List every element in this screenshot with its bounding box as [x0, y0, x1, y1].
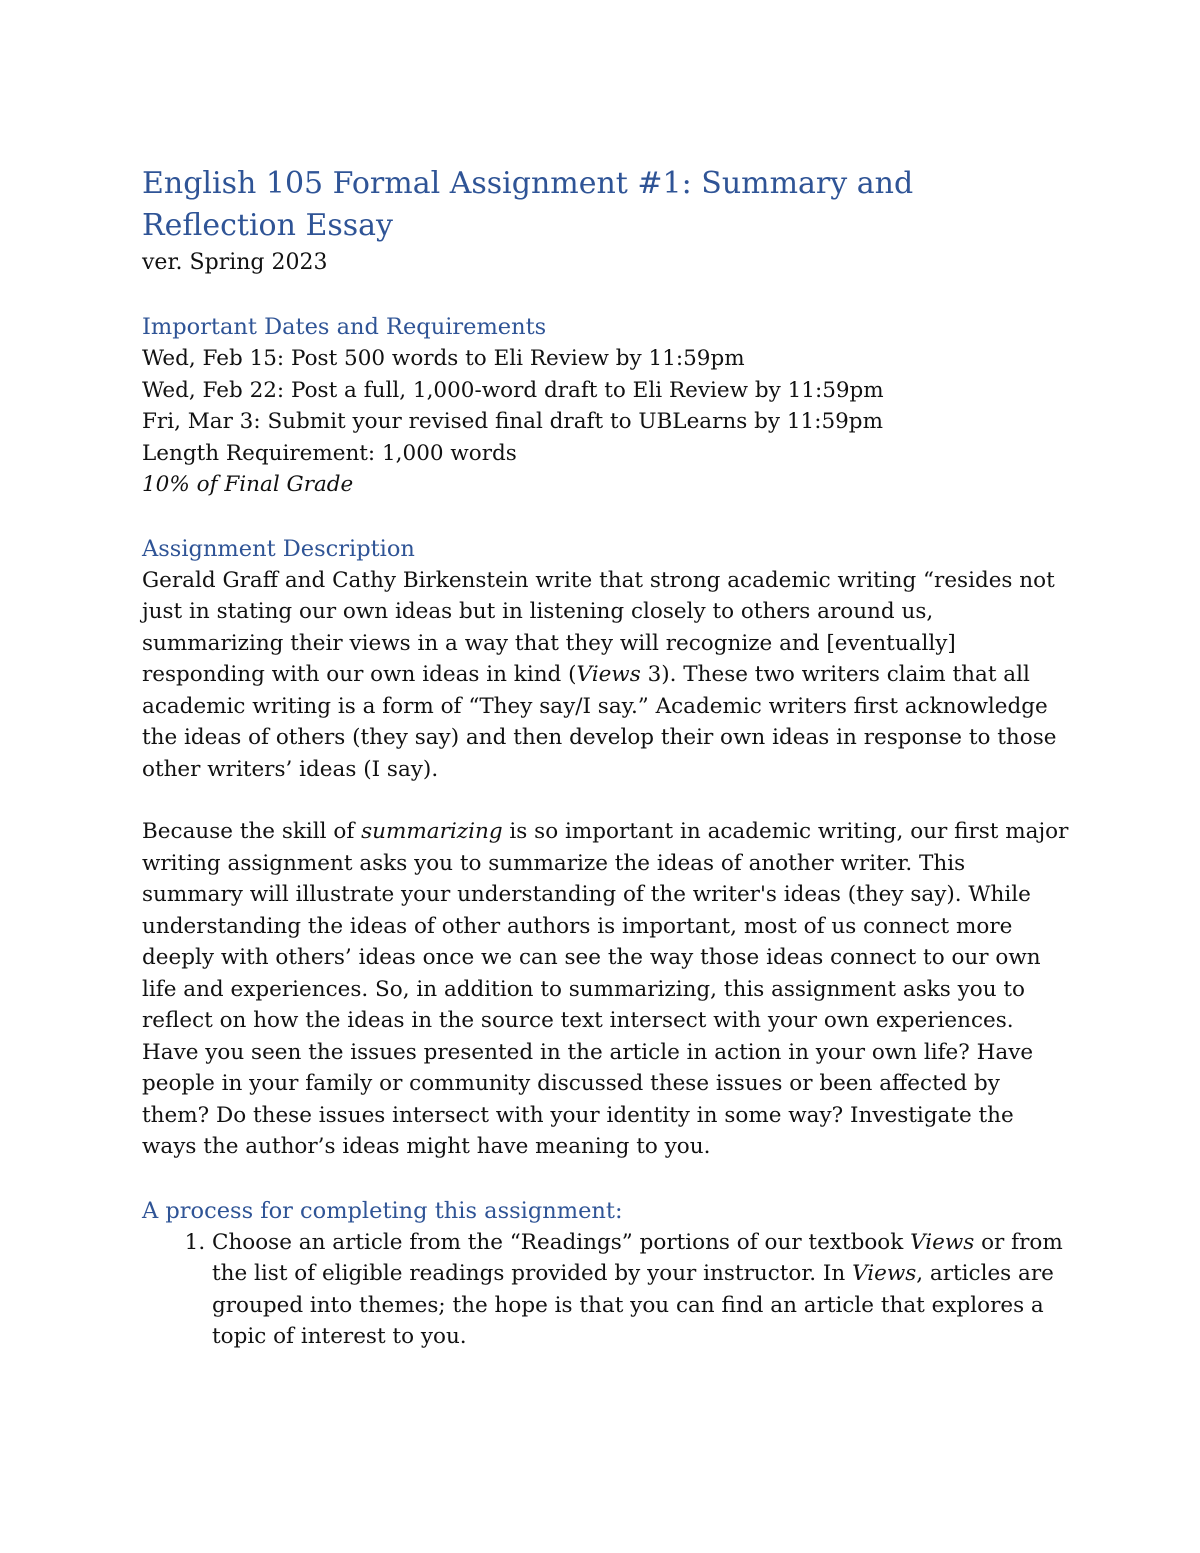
description-section	[142, 533, 1072, 1163]
date-line: Wed, Feb 22: Post a full, 1,000-word draft to Eli Review by 11:59pm	[142, 377, 884, 403]
process-heading: A process for completing this assignment:	[142, 1197, 623, 1224]
text-run: Choose an article from the “Readings” portions of our textbook	[212, 1229, 911, 1255]
emphasis: summarizing	[361, 819, 503, 844]
dates-section	[142, 311, 1072, 501]
book-title: Views	[852, 1261, 917, 1286]
text-run: , articles are grouped into themes; the hope is that you can find an article that explores a topic of interest to you.	[212, 1261, 1054, 1349]
description-paragraph-2	[142, 816, 1072, 1163]
text-run: Gerald Graff and Cathy Birkenstein write that strong academic writing “resides not just in stating our own ideas but in listening closely to others around us, summarizing their views in a way that they will recognize and [eventually] responding with our own ideas in kind (	[142, 567, 1055, 687]
document-title: English 105 Formal Assignment #1: Summary and Reflection Essay	[142, 166, 914, 243]
book-title: Views	[910, 1229, 975, 1255]
version-label: ver. Spring 2023	[142, 250, 328, 275]
date-line: Fri, Mar 3: Submit your revised final draft to UBLearns by 11:59pm	[142, 409, 883, 434]
description-heading: Assignment Description	[142, 535, 415, 562]
document-page	[142, 163, 1072, 1353]
text-run: 3). These two writers claim that all academic writing is a form of “They say/I say.” Academic writers first acknowledge the ideas of others (they say) and then develop their own ideas in response to those other writers’ ideas (I say).	[142, 662, 1057, 782]
grade-weight: 10% of Final Grade	[142, 472, 354, 497]
dates-heading: Important Dates and Requirements	[142, 314, 547, 340]
book-title: Views	[576, 662, 641, 687]
process-steps-list	[142, 1227, 1072, 1353]
text-run: is so important in academic writing, our first major writing assignment asks you to summarize the ideas of another writer. This summary will illustrate your understanding of the writer's ideas (they say). While understanding the ideas of other authors is important, most of us connect more deeply with others’ ideas once we can see the way those ideas connect to our own life and experiences. So, in addition to summarizing, this assignment asks you to reflect on how the ideas in the source text intersect with your own experiences. Have you seen the issues presented in the article in action in your own life? Have people in your family or community discussed these issues or been affected by them? Do these issues intersect with your identity in some way? Investigate the ways the author’s ideas might have meaning to you.	[142, 819, 1069, 1159]
list-item	[212, 1227, 1072, 1353]
date-line: Wed, Feb 15: Post 500 words to Eli Review by 11:59pm	[142, 346, 745, 371]
text-run: Because the skill of	[142, 819, 362, 844]
description-paragraph-1	[142, 565, 1072, 786]
text-run: or from the list of eligible readings provided by your instructor. In	[212, 1229, 1063, 1286]
process-section	[142, 1195, 1072, 1353]
length-requirement: Length Requirement: 1,000 words	[142, 440, 517, 466]
